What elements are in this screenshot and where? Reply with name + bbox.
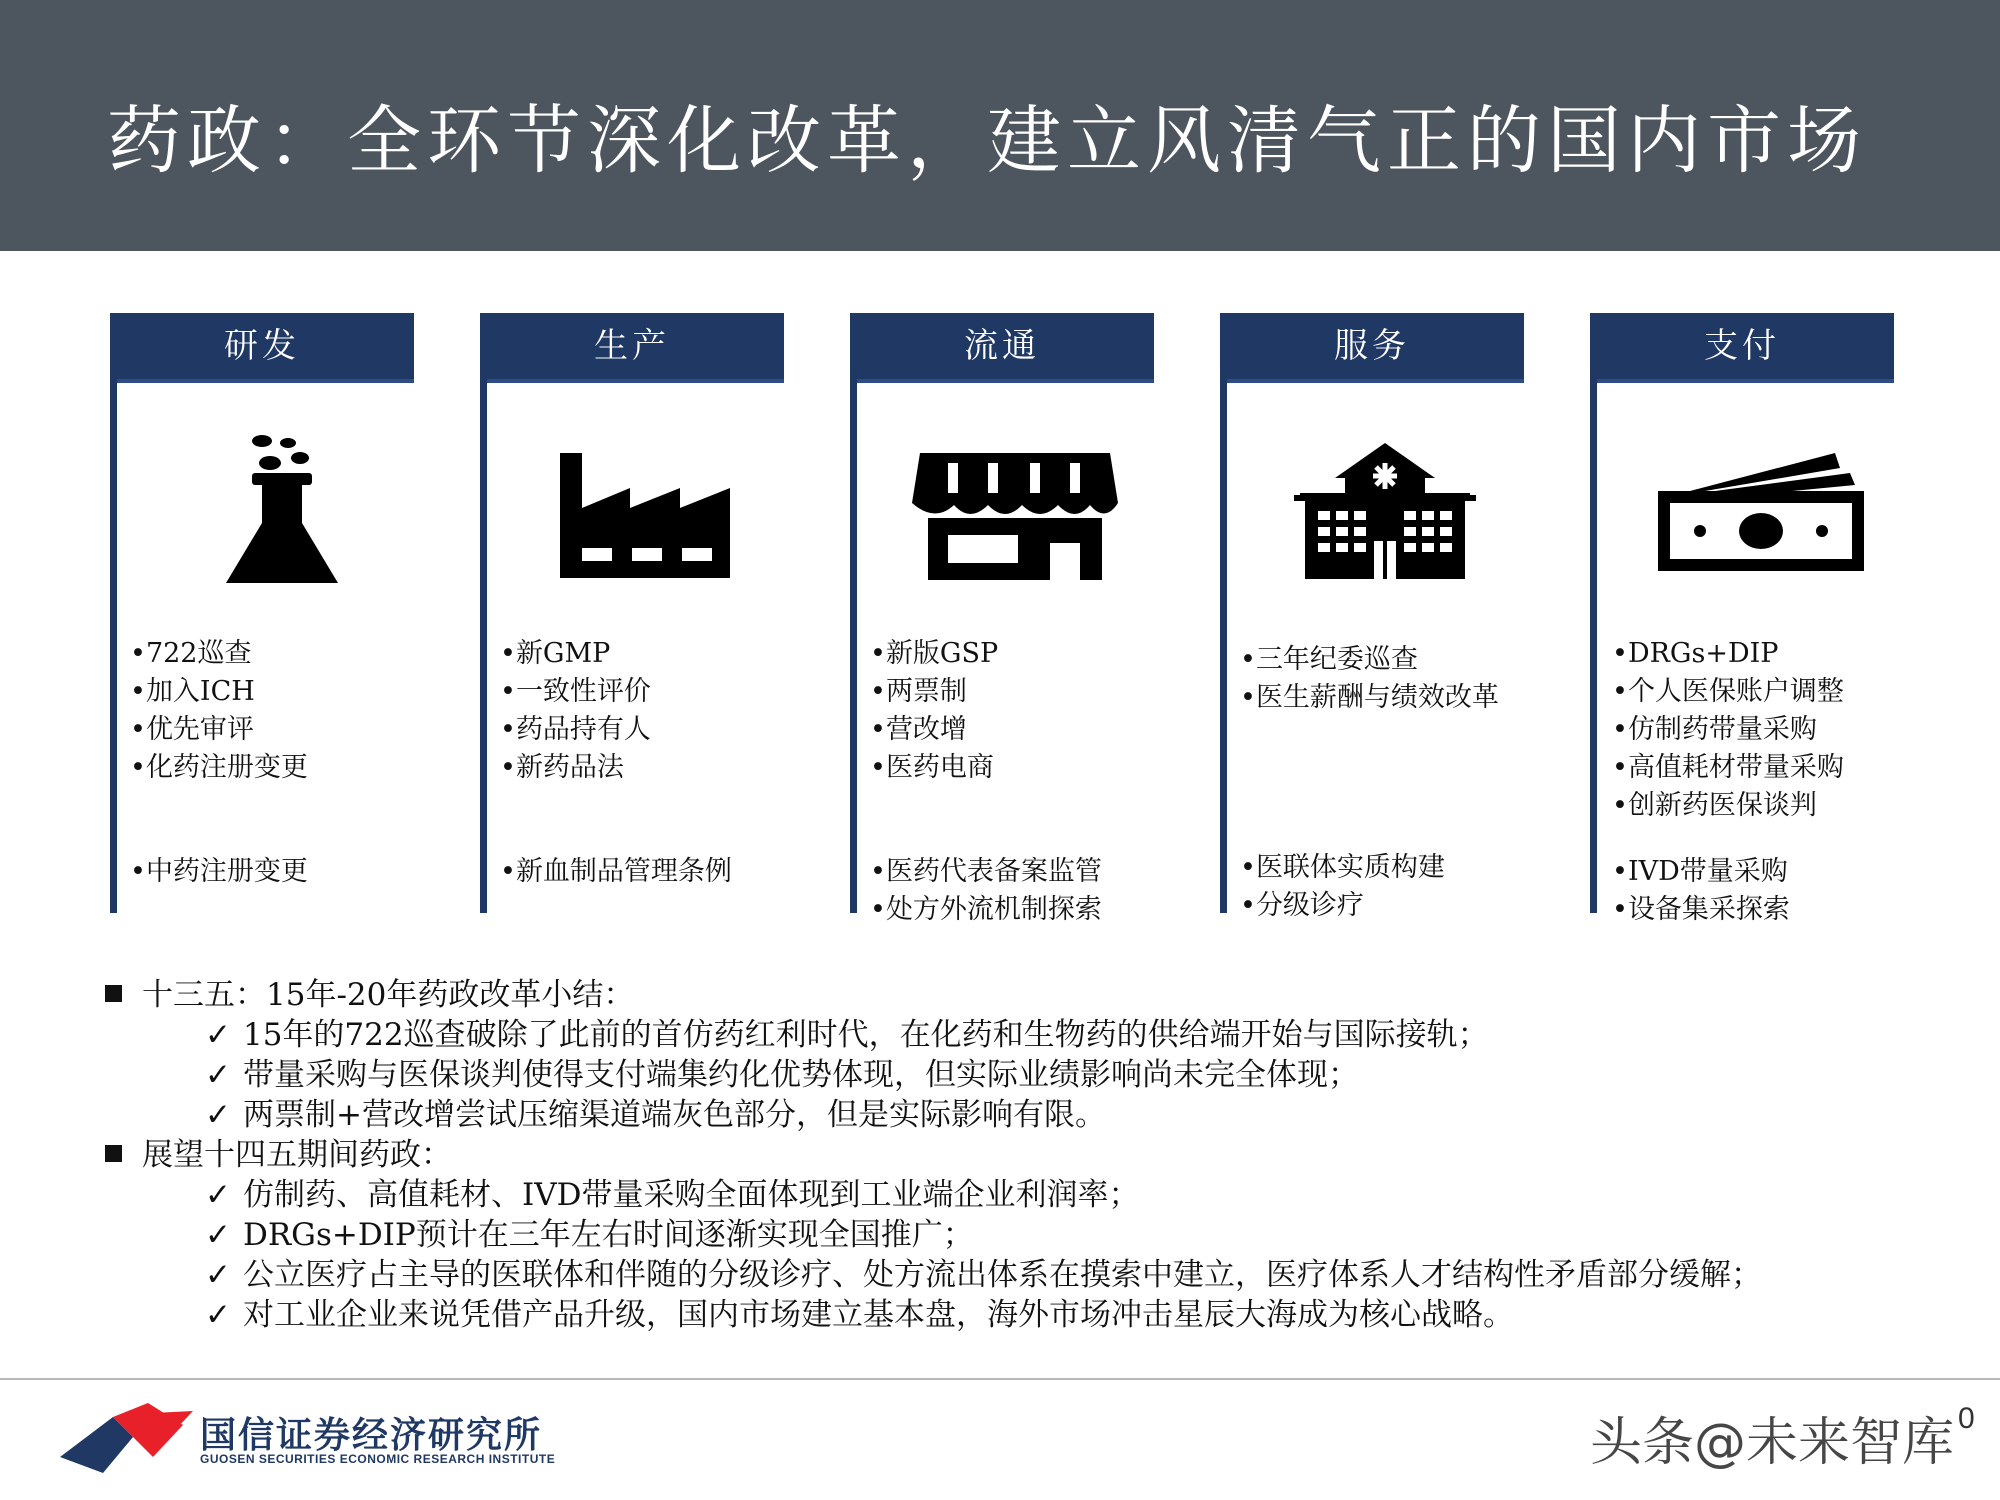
list-item: • 医联体实质构建: [1240, 849, 1445, 887]
policy-list-top: [1612, 635, 1844, 825]
flask-icon: [150, 423, 400, 593]
list-item: • 加入ICH: [130, 673, 308, 711]
summary-section: [105, 975, 1985, 1335]
column-header: 支付: [1590, 313, 1894, 379]
column-distribution: [850, 313, 1154, 925]
policy-list-top: [1240, 641, 1499, 717]
policy-list-top: [130, 635, 308, 787]
summary-point: ✓ 公立医疗占主导的医联体和伴随的分级诊疗、处方流出体系在摸索中建立，医疗体系人才结构性矛盾部分缓解；: [205, 1257, 1762, 1293]
list-item: • 新药品法: [500, 749, 651, 787]
column-service: [1220, 313, 1524, 921]
list-item: • 一致性评价: [500, 673, 651, 711]
policy-list-bottom: [1612, 853, 1790, 929]
storefront-icon: [890, 423, 1140, 593]
list-item: • 722巡查: [130, 635, 308, 673]
list-item: • IVD带量采购: [1612, 853, 1790, 891]
summary-heading: 展望十四五期间药政：: [105, 1135, 1985, 1175]
summary-point: ✓ 对工业企业来说凭借产品升级，国内市场建立基本盘，海外市场冲击星辰大海成为核心战略。: [205, 1297, 1514, 1333]
summary-point: ✓ DRGs+DIP预计在三年左右时间逐渐实现全国推广；: [205, 1217, 974, 1253]
square-bullet-icon: [105, 985, 122, 1002]
list-item: • 个人医保账户调整: [1612, 673, 1844, 711]
list-item: • 医生薪酬与绩效改革: [1240, 679, 1499, 717]
checkmark-icon: ✓: [205, 1257, 231, 1293]
column-header: 生产: [480, 313, 784, 379]
watermark: 头条@未来智库: [1590, 1413, 1955, 1473]
column-header: 研发: [110, 313, 414, 379]
checkmark-icon: ✓: [205, 1177, 231, 1213]
column-research: [110, 313, 414, 913]
summary-point: ✓ 仿制药、高值耗材、IVD带量采购全面体现到工业端企业利润率；: [205, 1177, 1140, 1213]
column-header: 服务: [1220, 313, 1524, 379]
policy-list-bottom: [500, 853, 732, 891]
policy-list-top: [500, 635, 651, 787]
checkmark-icon: ✓: [205, 1297, 231, 1333]
list-item: • 分级诊疗: [1240, 887, 1445, 925]
policy-list-bottom: [1240, 849, 1445, 925]
summary-heading: 十三五：15年-20年药政改革小结：: [105, 975, 1985, 1015]
list-item: • 优先审评: [130, 711, 308, 749]
policy-list-bottom: [870, 853, 1102, 929]
guosen-logo-icon: [58, 1395, 198, 1475]
column-payment: [1590, 313, 1894, 925]
list-item: • 创新药医保谈判: [1612, 787, 1844, 825]
summary-point: ✓ 带量采购与医保谈判使得支付端集约化优势体现，但实际业绩影响尚未完全体现；: [205, 1057, 1359, 1093]
summary-point: ✓ 15年的722巡查破除了此前的首仿药红利时代，在化药和生物药的供给端开始与国际接轨；: [205, 1017, 1489, 1053]
summary-point: ✓ 两票制+营改增尝试压缩渠道端灰色部分，但是实际影响有限。: [205, 1097, 1106, 1133]
title-banner: [0, 0, 2000, 251]
page-number: 0: [1958, 1402, 1975, 1435]
money-icon: [1630, 423, 1880, 593]
hospital-icon: [1260, 423, 1510, 593]
logo-name: 国信证券经济研究所: [200, 1415, 543, 1456]
list-item: • DRGs+DIP: [1612, 635, 1844, 673]
policy-list-top: [870, 635, 998, 787]
logo-english-name: GUOSEN SECURITIES ECONOMIC RESEARCH INSTITUTE: [200, 1452, 556, 1466]
column-production: [480, 313, 784, 913]
factory-icon: [520, 423, 770, 593]
list-item: • 新版GSP: [870, 635, 998, 673]
checkmark-icon: ✓: [205, 1217, 231, 1253]
square-bullet-icon: [105, 1145, 122, 1162]
page-title: 药政：全环节深化改革，建立风清气正的国内市场: [107, 98, 1867, 184]
column-header: 流通: [850, 313, 1154, 379]
checkmark-icon: ✓: [205, 1097, 231, 1133]
list-item: • 高值耗材带量采购: [1612, 749, 1844, 787]
list-item: • 设备集采探索: [1612, 891, 1790, 929]
list-item: • 营改增: [870, 711, 998, 749]
list-item: • 处方外流机制探索: [870, 891, 1102, 929]
list-item: • 仿制药带量采购: [1612, 711, 1844, 749]
list-item: • 化药注册变更: [130, 749, 308, 787]
list-item: • 药品持有人: [500, 711, 651, 749]
list-item: • 医药代表备案监管: [870, 853, 1102, 891]
footer-divider: [0, 1378, 2000, 1380]
list-item: • 中药注册变更: [130, 853, 308, 891]
list-item: • 两票制: [870, 673, 998, 711]
policy-list-bottom: [130, 853, 308, 891]
list-item: • 新血制品管理条例: [500, 853, 732, 891]
list-item: • 医药电商: [870, 749, 998, 787]
list-item: • 新GMP: [500, 635, 651, 673]
checkmark-icon: ✓: [205, 1017, 231, 1053]
list-item: • 三年纪委巡查: [1240, 641, 1499, 679]
checkmark-icon: ✓: [205, 1057, 231, 1093]
